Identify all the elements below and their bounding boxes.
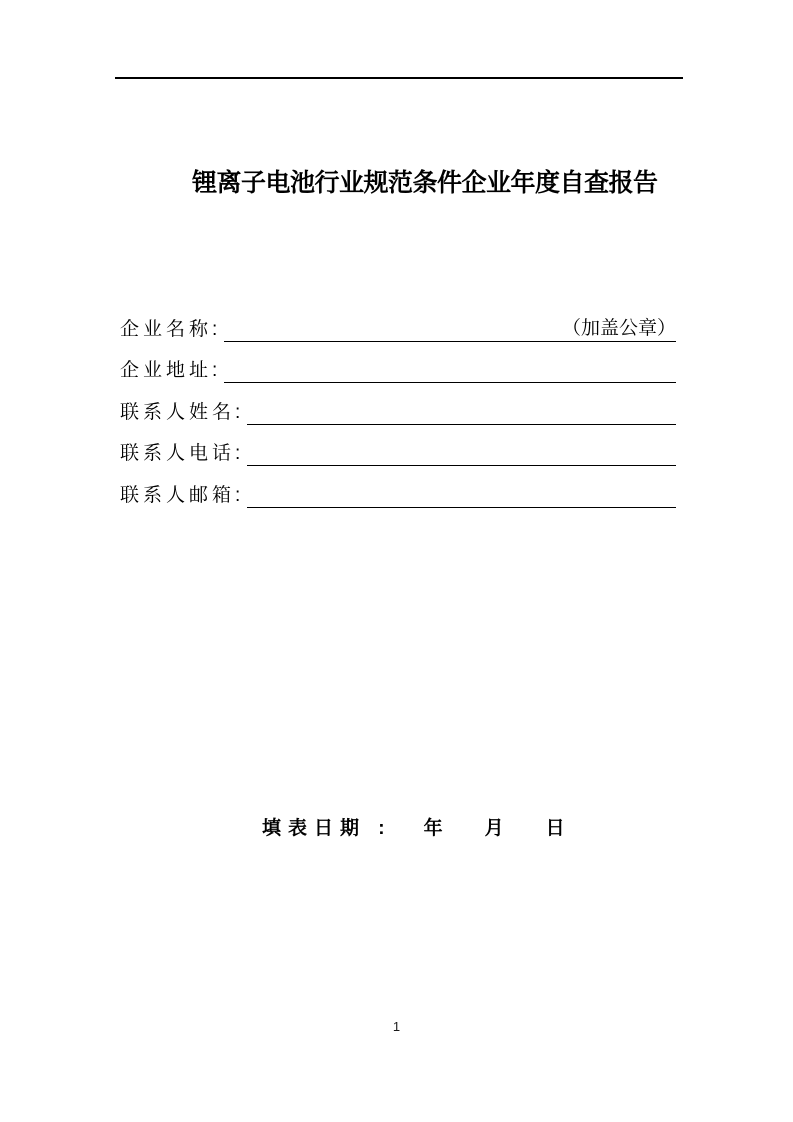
contact-phone-label: 联系人电话: <box>120 443 245 464</box>
page-number: 1 <box>392 1019 401 1034</box>
document-title: 锂离子电池行业规范条件企业年度自查报告 <box>192 169 658 197</box>
contact-name-label: 联系人姓名: <box>120 401 245 423</box>
form-fields <box>120 300 676 508</box>
header-rule <box>115 77 683 79</box>
contact-email-label: 联系人邮箱: <box>120 484 245 506</box>
company-name-blank[interactable] <box>224 317 676 342</box>
seal-note: （加盖公章） <box>561 317 676 339</box>
field-row-company-name <box>120 300 676 342</box>
company-address-blank[interactable] <box>224 358 676 383</box>
field-row-company-address <box>120 342 676 384</box>
field-row-contact-phone <box>120 425 676 467</box>
company-address-label: 企业地址: <box>120 360 222 381</box>
contact-email-blank[interactable] <box>247 483 676 508</box>
date-line <box>262 817 565 840</box>
contact-name-blank[interactable] <box>247 400 676 425</box>
day-label: 日 <box>545 818 565 839</box>
month-label: 月 <box>484 818 504 839</box>
field-row-contact-name <box>120 383 676 425</box>
field-row-contact-email <box>120 466 676 508</box>
year-label: 年 <box>423 818 443 839</box>
date-label: 填表日期 : <box>262 818 392 839</box>
contact-phone-blank[interactable] <box>247 441 676 466</box>
company-name-label: 企业名称: <box>120 318 222 340</box>
